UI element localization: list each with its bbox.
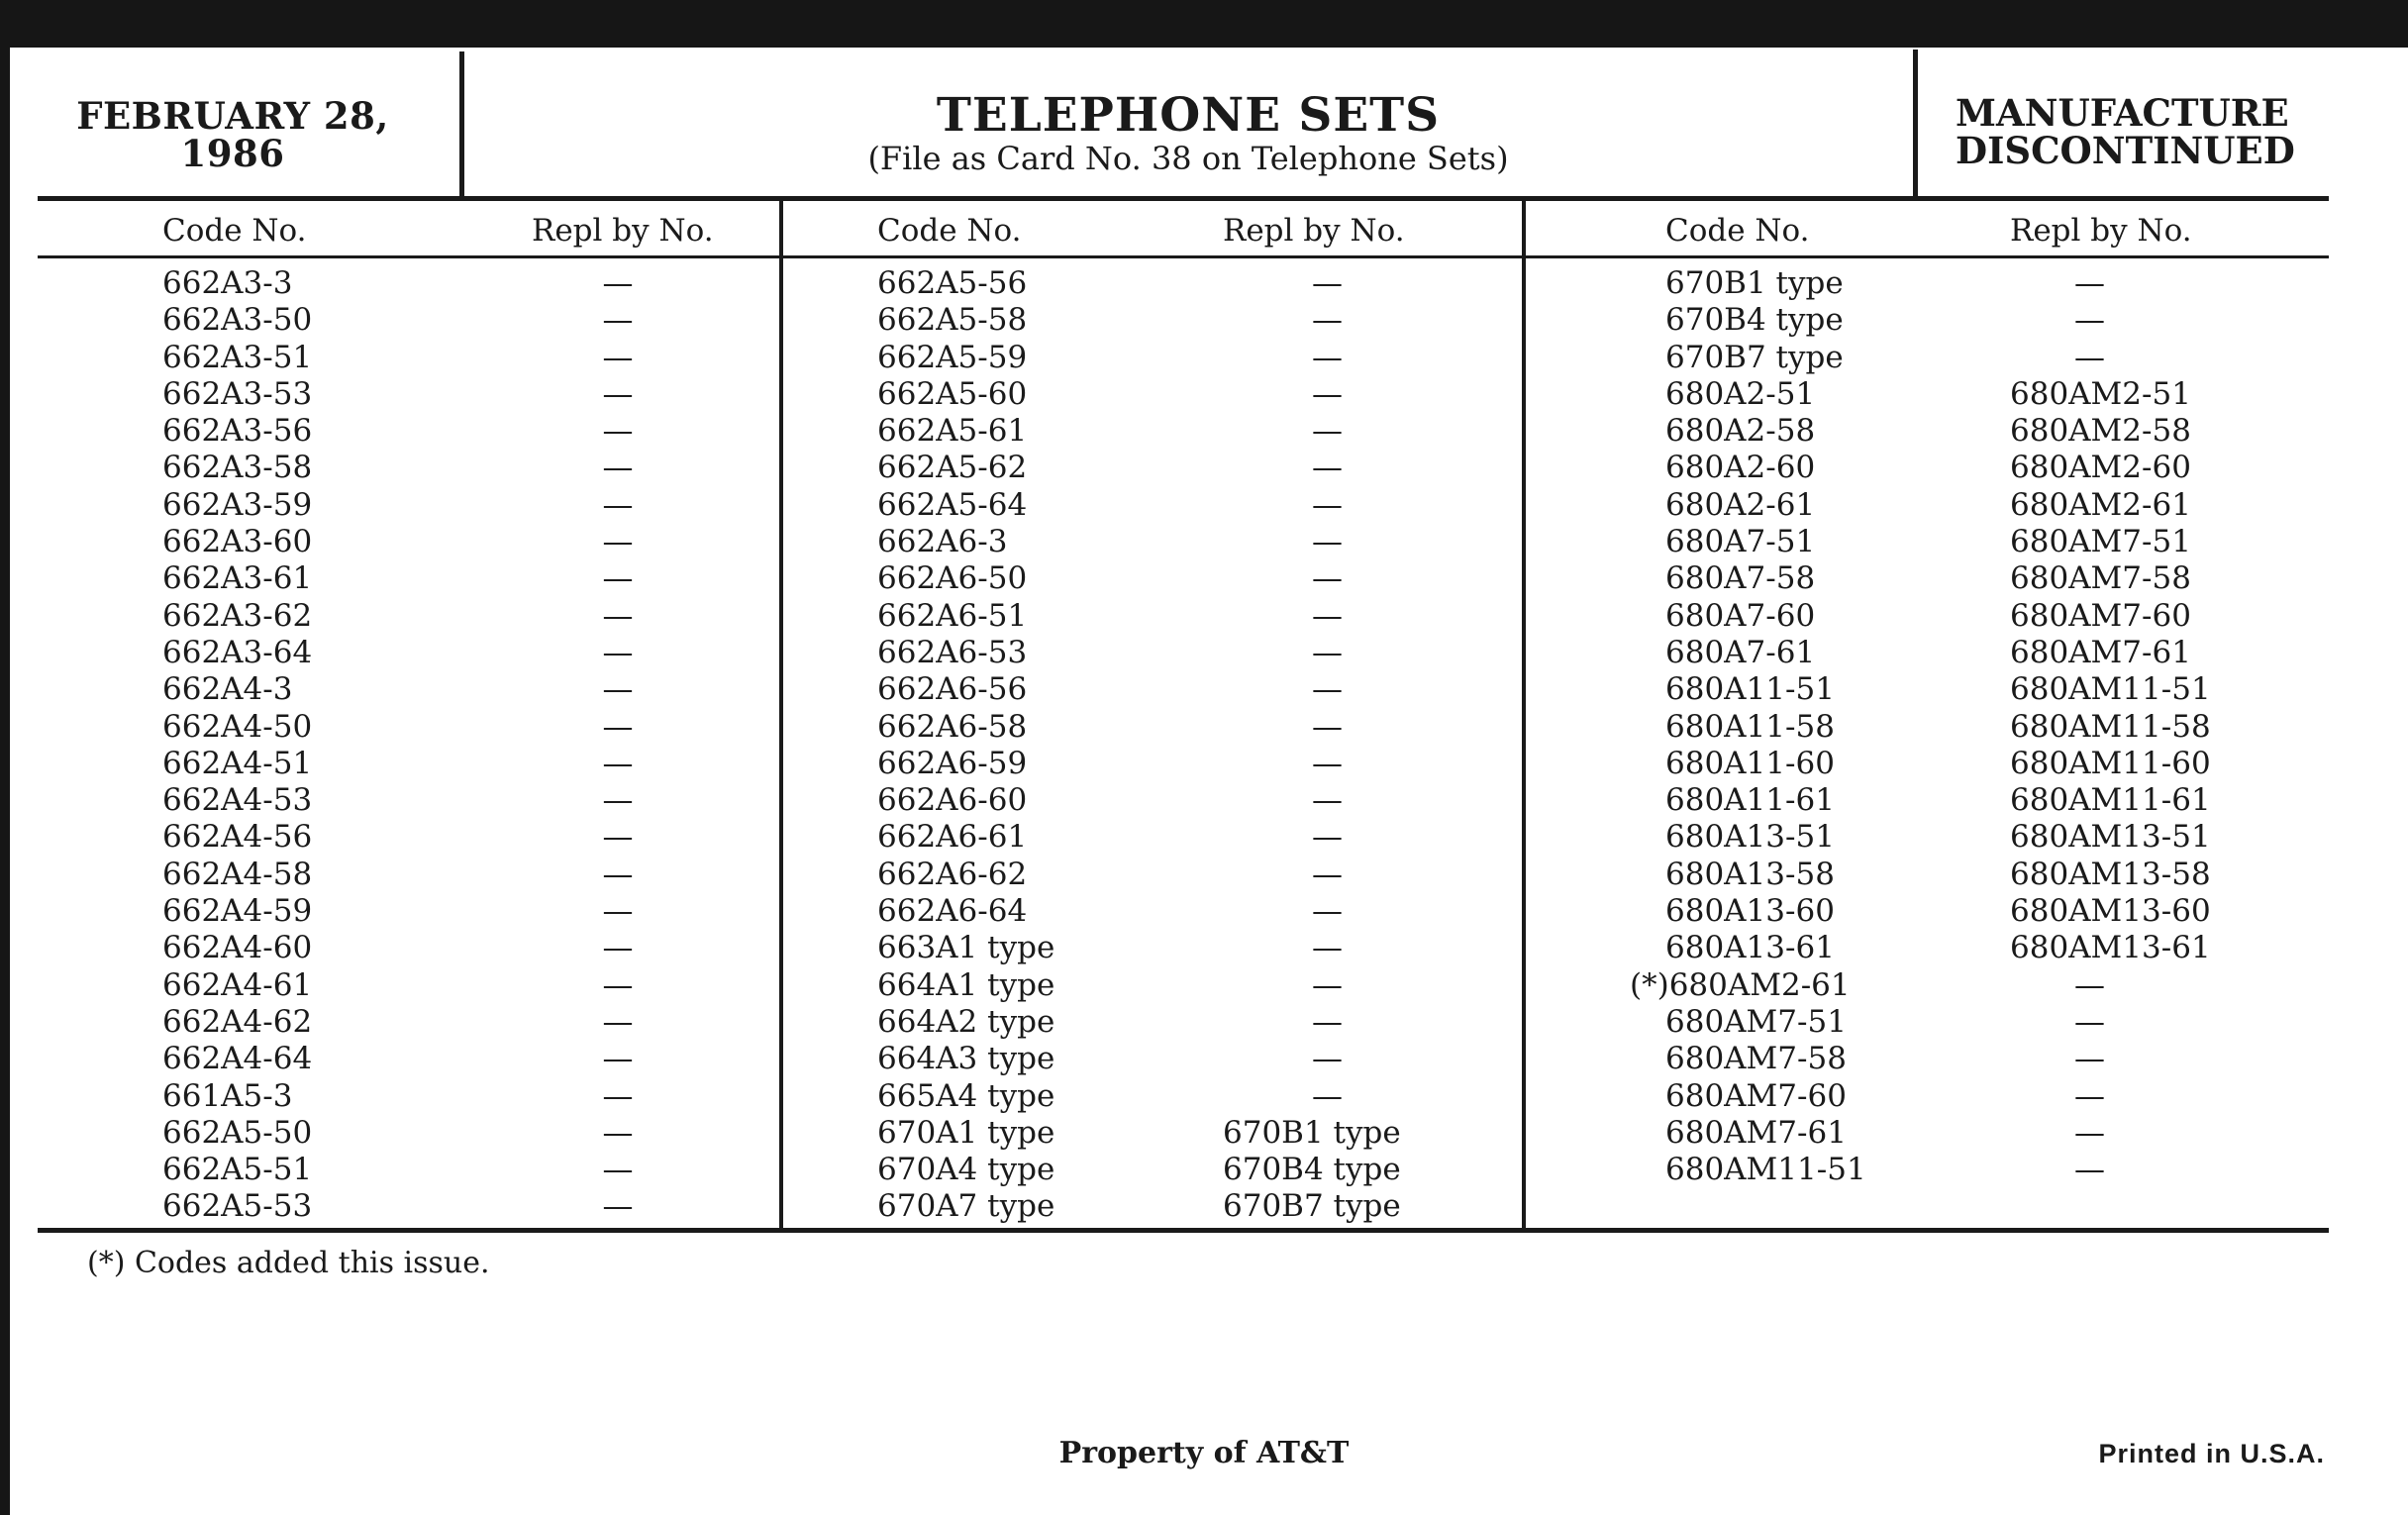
code-cell: 661A5-3 — [162, 1077, 293, 1114]
repl-cell: — — [602, 1041, 634, 1077]
code-cell: 662A5-59 — [877, 339, 1028, 375]
code-cell: 662A4-62 — [162, 1003, 313, 1040]
repl-cell: 670B1 type — [1223, 1114, 1401, 1151]
repl-cell: 670B7 type — [1223, 1188, 1401, 1225]
repl-cell: — — [2074, 265, 2105, 301]
code-cell: 662A5-58 — [877, 302, 1028, 339]
code-cell: 662A5-53 — [162, 1188, 313, 1225]
repl-cell: — — [1312, 524, 1343, 560]
code-cell: 662A6-50 — [877, 560, 1028, 597]
repl-cell: 680AM11-58 — [2010, 708, 2211, 745]
code-cell: 662A3-64 — [162, 634, 313, 670]
repl-cell: — — [602, 413, 634, 450]
repl-cell: — — [1312, 450, 1343, 486]
code-cell: 662A5-61 — [877, 413, 1028, 450]
repl-cell: 680AM13-58 — [2010, 856, 2211, 892]
code-cell: 662A6-62 — [877, 856, 1028, 892]
repl-cell: — — [1312, 1041, 1343, 1077]
repl-cell: — — [602, 1188, 634, 1225]
code-cell: 662A5-64 — [877, 486, 1028, 523]
repl-cell: 680AM13-51 — [2010, 819, 2211, 856]
code-cell: 662A3-53 — [162, 375, 313, 412]
col1-codes — [162, 265, 459, 1226]
code-cell: 680A13-51 — [1665, 819, 1835, 856]
repl-cell: — — [602, 1077, 634, 1114]
code-cell: 680A13-60 — [1665, 893, 1835, 930]
code-cell: 662A4-64 — [162, 1041, 313, 1077]
repl-cell: — — [1312, 375, 1343, 412]
code-cell: 670A1 type — [877, 1114, 1055, 1151]
code-cell: 680A11-60 — [1665, 745, 1835, 781]
header-divider-right — [1913, 50, 1918, 198]
code-cell: 664A1 type — [877, 966, 1055, 1003]
code-cell: 662A4-50 — [162, 708, 313, 745]
repl-cell: — — [1312, 745, 1343, 781]
col1-code-header: Code No. — [162, 213, 307, 249]
page-title: TELEPHONE SETS — [936, 88, 1441, 143]
repl-cell: — — [1312, 819, 1343, 856]
repl-cell: — — [602, 265, 634, 301]
col3-repl-header: Repl by No. — [2010, 213, 2192, 249]
header-rule — [38, 196, 2329, 201]
code-cell: 670A7 type — [877, 1188, 1055, 1225]
code-cell: 662A4-59 — [162, 893, 313, 930]
repl-cell: — — [602, 1114, 634, 1151]
property-notice: Property of AT&T — [1058, 1436, 1350, 1470]
repl-cell: — — [1312, 413, 1343, 450]
code-cell: 680AM7-58 — [1665, 1041, 1847, 1077]
repl-cell: — — [602, 375, 634, 412]
repl-cell: — — [2074, 1077, 2105, 1114]
repl-cell: — — [1312, 671, 1343, 708]
repl-cell: — — [602, 930, 634, 966]
code-cell: 680A11-51 — [1665, 671, 1835, 708]
col1-repl-header: Repl by No. — [532, 213, 714, 249]
repl-cell: — — [602, 1152, 634, 1188]
repl-cell: — — [2074, 1041, 2105, 1077]
repl-cell: 680AM11-60 — [2010, 745, 2211, 781]
repl-cell: — — [1312, 893, 1343, 930]
repl-cell: 680AM7-51 — [2010, 524, 2191, 560]
repl-cell: — — [602, 486, 634, 523]
code-cell: 662A3-59 — [162, 486, 313, 523]
repl-cell: — — [602, 339, 634, 375]
repl-cell: — — [602, 302, 634, 339]
code-cell: 662A4-58 — [162, 856, 313, 892]
code-cell: 662A4-51 — [162, 745, 313, 781]
code-cell: 662A3-60 — [162, 524, 313, 560]
repl-cell: — — [602, 782, 634, 819]
repl-cell: — — [602, 524, 634, 560]
col1-repls — [519, 265, 717, 1226]
repl-cell: 680AM11-61 — [2010, 782, 2211, 819]
repl-cell: — — [1312, 782, 1343, 819]
code-cell: 662A4-61 — [162, 966, 313, 1003]
code-cell: 680AM7-51 — [1665, 1003, 1847, 1040]
table-bottom-rule — [38, 1228, 2329, 1233]
repl-cell: — — [2074, 1152, 2105, 1188]
printed-notice: Printed in U.S.A. — [2098, 1439, 2325, 1468]
code-cell: 680A13-61 — [1665, 930, 1835, 966]
code-cell: 680A11-61 — [1665, 782, 1835, 819]
repl-cell: 680AM7-61 — [2010, 634, 2191, 670]
repl-cell: — — [2074, 1114, 2105, 1151]
repl-cell: — — [602, 745, 634, 781]
repl-cell: — — [602, 450, 634, 486]
repl-cell: — — [1312, 597, 1343, 634]
code-cell: 662A3-58 — [162, 450, 313, 486]
code-cell: 680AM7-60 — [1665, 1077, 1847, 1114]
repl-cell: 680AM13-61 — [2010, 930, 2211, 966]
col2-codes — [877, 265, 1174, 1226]
code-cell: 662A4-3 — [162, 671, 293, 708]
page-subtitle: (File as Card No. 38 on Telephone Sets) — [867, 140, 1509, 177]
code-cell: 662A3-62 — [162, 597, 313, 634]
repl-cell: — — [1312, 1003, 1343, 1040]
repl-cell: — — [1312, 560, 1343, 597]
code-cell: 662A3-3 — [162, 265, 293, 301]
col3-code-header: Code No. — [1665, 213, 1810, 249]
repl-cell: 680AM2-51 — [2010, 375, 2191, 412]
repl-cell: — — [2074, 1003, 2105, 1040]
code-cell: 680A7-60 — [1665, 597, 1816, 634]
repl-cell: — — [602, 597, 634, 634]
repl-cell: — — [1312, 486, 1343, 523]
repl-cell: — — [1312, 966, 1343, 1003]
code-cell: 662A5-56 — [877, 265, 1028, 301]
repl-cell: 680AM11-51 — [2010, 671, 2211, 708]
issue-date — [59, 94, 406, 175]
repl-cell: 680AM2-60 — [2010, 450, 2191, 486]
repl-cell: — — [602, 819, 634, 856]
code-cell: 680A7-51 — [1665, 524, 1816, 560]
code-cell: 662A6-3 — [877, 524, 1008, 560]
code-cell: 662A5-50 — [162, 1114, 313, 1151]
code-cell: 662A5-51 — [162, 1152, 313, 1188]
repl-cell: — — [2074, 966, 2105, 1003]
code-cell: 680A13-58 — [1665, 856, 1835, 892]
code-cell: 662A6-60 — [877, 782, 1028, 819]
repl-cell: — — [1312, 930, 1343, 966]
repl-cell: — — [602, 856, 634, 892]
code-cell: 664A3 type — [877, 1041, 1055, 1077]
code-cell: 680AM11-51 — [1665, 1152, 1866, 1188]
repl-cell: 680AM7-60 — [2010, 597, 2191, 634]
repl-cell: — — [1312, 265, 1343, 301]
code-cell: 662A6-51 — [877, 597, 1028, 634]
code-cell: 662A3-51 — [162, 339, 313, 375]
repl-cell: — — [602, 634, 634, 670]
code-cell: 662A5-62 — [877, 450, 1028, 486]
repl-cell: — — [602, 560, 634, 597]
code-cell: 662A4-53 — [162, 782, 313, 819]
repl-cell: — — [1312, 339, 1343, 375]
column-divider-1 — [779, 198, 783, 1232]
code-cell: 680A2-61 — [1665, 486, 1816, 523]
repl-cell: — — [1312, 1077, 1343, 1114]
code-cell: 662A3-50 — [162, 302, 313, 339]
status-line1: MANUFACTURE — [1956, 91, 2289, 135]
code-cell: 670B7 type — [1665, 339, 1844, 375]
repl-cell: — — [602, 708, 634, 745]
repl-cell: 680AM7-58 — [2010, 560, 2191, 597]
repl-cell: — — [2074, 339, 2105, 375]
code-cell: 680A11-58 — [1665, 708, 1835, 745]
repl-cell: — — [602, 671, 634, 708]
status-label — [1956, 91, 2295, 172]
col2-code-header: Code No. — [877, 213, 1022, 249]
code-cell: 662A6-61 — [877, 819, 1028, 856]
code-cell: 662A6-64 — [877, 893, 1028, 930]
code-cell: 670B1 type — [1665, 265, 1844, 301]
page-title-block — [465, 88, 1911, 177]
col2-repls — [1223, 265, 1451, 1226]
code-cell: 662A6-56 — [877, 671, 1028, 708]
repl-cell: — — [602, 893, 634, 930]
footnote: (*) Codes added this issue. — [87, 1246, 490, 1280]
repl-cell: 680AM2-58 — [2010, 413, 2191, 450]
code-cell: 662A3-56 — [162, 413, 313, 450]
col3-codes — [1630, 265, 1943, 1188]
repl-cell: — — [1312, 856, 1343, 892]
code-cell: 680A2-60 — [1665, 450, 1816, 486]
code-cell: 680A7-61 — [1665, 634, 1816, 670]
col2-repl-header: Repl by No. — [1223, 213, 1405, 249]
col3-repls — [2010, 265, 2228, 1188]
column-header-rule — [38, 255, 2329, 258]
code-cell: 662A6-53 — [877, 634, 1028, 670]
repl-cell: — — [602, 966, 634, 1003]
code-cell: 662A5-60 — [877, 375, 1028, 412]
code-cell: 680AM7-61 — [1665, 1114, 1847, 1151]
repl-cell: 670B4 type — [1223, 1152, 1401, 1188]
code-cell: 665A4 type — [877, 1077, 1055, 1114]
column-divider-2 — [1522, 198, 1526, 1232]
repl-cell: — — [1312, 634, 1343, 670]
code-cell: 662A4-56 — [162, 819, 313, 856]
code-cell: 663A1 type — [877, 930, 1055, 966]
issue-date-line2: 1986 — [180, 132, 285, 175]
code-cell: 662A3-61 — [162, 560, 313, 597]
code-cell: 680A2-51 — [1665, 375, 1816, 412]
code-cell: 662A6-59 — [877, 745, 1028, 781]
code-cell: 664A2 type — [877, 1003, 1055, 1040]
code-cell: 662A4-60 — [162, 930, 313, 966]
repl-cell: 680AM13-60 — [2010, 893, 2211, 930]
status-line2: DISCONTINUED — [1956, 129, 2295, 172]
issue-date-line1: FEBRUARY 28, — [76, 94, 389, 138]
code-cell: 662A6-58 — [877, 708, 1028, 745]
code-cell: (*)680AM2-61 — [1630, 966, 1851, 1003]
repl-cell: — — [2074, 302, 2105, 339]
code-cell: 670B4 type — [1665, 302, 1844, 339]
code-cell: 680A2-58 — [1665, 413, 1816, 450]
code-cell: 670A4 type — [877, 1152, 1055, 1188]
repl-cell: — — [602, 1003, 634, 1040]
code-cell: 680A7-58 — [1665, 560, 1816, 597]
header-divider-left — [459, 51, 464, 200]
repl-cell: 680AM2-61 — [2010, 486, 2191, 523]
repl-cell: — — [1312, 708, 1343, 745]
repl-cell: — — [1312, 302, 1343, 339]
